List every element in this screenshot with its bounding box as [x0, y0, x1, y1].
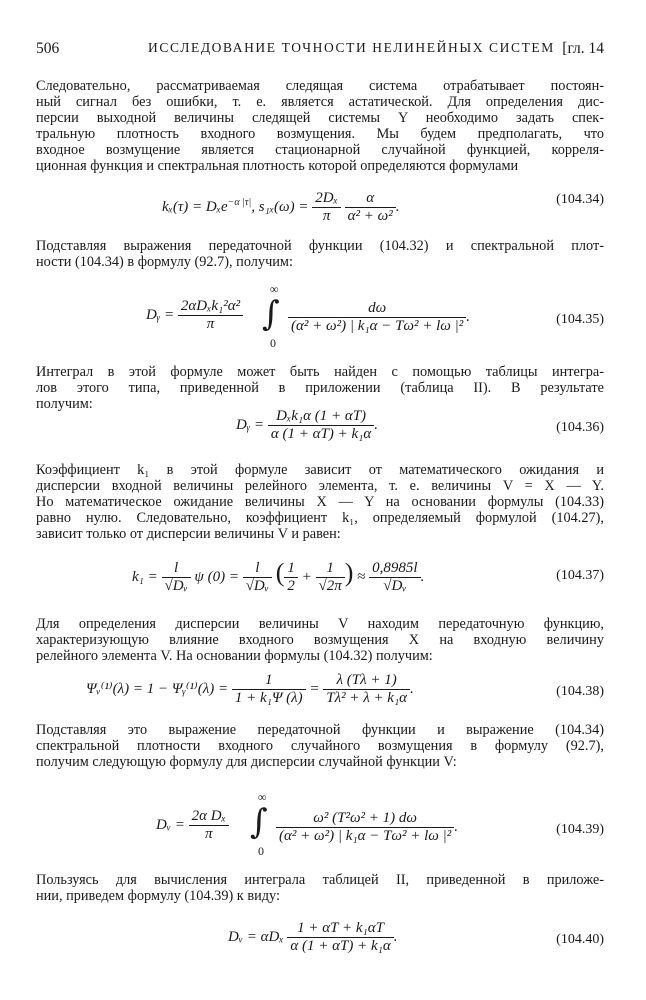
eq-exponent: −α |τ| — [227, 196, 252, 208]
equation-104-38: Ψᵥ⁽¹⁾(λ) = 1 − Ψᵧ⁽¹⁾(λ) = $\frac{1}{\text{1 + k₁Ψ (λ)}}$ = $\frac{\lambda (T\lambda + 1)}{\text{Tλ² + λ + k₁α}}$ . (104.38) — [86, 672, 604, 706]
fraction: $\frac{d\omega}{\text{(α² + ω²) | k₁α − Tω² + lω |²}}$ — [288, 300, 466, 335]
fraction: $\frac{1}{\text{1 + k₁Ψ (λ)}}$ — [232, 672, 306, 707]
eq-lhs: Dᵥ = — [156, 816, 185, 833]
fraction: $\frac{0,8985l}{\text{√Dᵥ}}$ — [369, 560, 420, 595]
equation-104-35: Dᵧ = $\frac{\text{2αDₓk₁²α²}}{\pi}$ ∫ ∞ 0 $\frac{d\omega}{\text{(α² + ω²) | k₁α − Tω² + lω |²}}$ . (104.35) — [146, 282, 604, 350]
running-header — [36, 40, 604, 64]
text-line: релейного элемента V. На основании формулы (104.32) получим: — [36, 648, 433, 664]
eq-psi: ψ (0) = — [194, 569, 239, 585]
text-line: персии выходной величины следящей системы Y необходимо задать спек- — [36, 110, 604, 126]
running-title: ИССЛЕДОВАНИЕ ТОЧНОСТИ НЕЛИНЕЙНЫХ СИСТЕМ — [148, 40, 555, 55]
integral-sign: ∫ — [262, 294, 280, 334]
paragraph-6 — [36, 722, 604, 770]
fraction: $\frac{l}{\text{√Dᵥ}}$ — [243, 560, 272, 595]
eq-lhs: Dᵧ = — [146, 306, 175, 323]
eq-lhs: Dᵥ = αDₓ — [228, 928, 284, 945]
fraction: $\frac{\text{2αDₓk₁²α²}}{\pi}$ — [178, 298, 243, 333]
eq-lhs: Dᵧ = — [236, 416, 265, 433]
paragraph-3 — [36, 364, 604, 412]
text-line: дисперсии входной величины релейного элемента, т. е. величины V = X — Y. — [36, 478, 604, 494]
text-line: получим следующую формулу для дисперсии случайной функции V: — [36, 754, 457, 770]
fraction: $\frac{\text{Dₓk₁α (1 + αT)}}{\text{α (1 + αT) + k₁α}}$ — [268, 408, 374, 443]
eq-lhs: kₓ(τ) = Dₓe — [162, 198, 228, 215]
equation-104-34: kₓ(τ) = Dₓe$^{-\alpha |\tau|}$, s₁ₓ(ω) = $\frac{\text{2Dₓ}}{\pi}$ $\frac{\alpha}{\text{α² + ω²}}$ . (104.34) — [162, 190, 604, 224]
fraction: $\frac{\text{1 + αT + k₁αT}}{\text{α (1 + αT) + k₁α}}$ — [287, 920, 393, 955]
eq-lhs: Ψᵥ⁽¹⁾(λ) = 1 − Ψᵧ⁽¹⁾(λ) = — [86, 680, 229, 697]
text-line: характеризующую влияние входного возмущения X на входную величину — [36, 632, 604, 648]
fraction: $\frac{\lambda (T\lambda + 1)}{\text{Tλ² + λ + k₁α}}$ — [323, 672, 410, 707]
eq-lhs: k₁ = — [132, 569, 158, 585]
text-line: Подставляя это выражение передаточной функции и выражение (104.34) — [36, 722, 604, 738]
text-line: ности (104.34) в формулу (92.7), получим: — [36, 254, 293, 270]
text-line: Интеграл в этой формуле может быть найден с помощью таблицы интегра- — [36, 364, 604, 380]
equation-number: (104.35) — [556, 312, 604, 327]
text-line: Коэффициент k₁ в этой формуле зависит от математического ожидания и — [36, 462, 604, 478]
paragraph-2 — [36, 238, 604, 270]
fraction: $\frac{\text{ω² (T²ω² + 1) dω}}{\text{(α² + ω²) | k₁α − Tω² + lω |²}}$ — [276, 810, 454, 845]
equation-104-39: Dᵥ = $\frac{\text{2α Dₓ}}{\pi}$ ∫ ∞ 0 $\frac{\text{ω² (T²ω² + 1) dω}}{\text{(α² + ω²) | k₁α − Tω² + lω |²}}$ . (104.39) — [156, 790, 604, 858]
chapter-label: [гл. 14 — [562, 40, 604, 57]
text-line: нии, приведем формулу (104.39) к виду: — [36, 888, 280, 904]
paragraph-7 — [36, 872, 604, 904]
equation-number: (104.39) — [556, 822, 604, 837]
eq-mid: , s₁ₓ(ω) = — [251, 198, 309, 215]
text-line: получим: — [36, 396, 93, 412]
equation-number: (104.34) — [556, 192, 604, 207]
fraction: $\frac{\text{2Dₓ}}{\pi}$ — [312, 190, 341, 225]
integral-upper-limit: ∞ — [270, 282, 279, 296]
page-number: 506 — [36, 40, 60, 57]
equation-104-36: Dᵧ = $\frac{\text{Dₓk₁α (1 + αT)}}{\text{α (1 + αT) + k₁α}}$ . (104.36) — [236, 408, 604, 442]
fraction: $\frac{\alpha}{\text{α² + ω²}}$ — [345, 190, 396, 225]
approx-sign: ≈ — [357, 569, 366, 585]
text-line: спектральной плотности входного случайного возмущения в формулу (92.7), — [36, 738, 604, 754]
equation-number: (104.37) — [556, 568, 604, 583]
text-line: Для определения дисперсии величины V находим передаточную функцию, — [36, 616, 604, 632]
integral-upper-limit: ∞ — [258, 790, 267, 804]
equation-104-37: k₁ = $\frac{l}{\text{√Dᵥ}}$ ψ (0) = $\frac{l}{\text{√Dᵥ}}$ ( $\frac{1}{2}$ + $\frac{1}{√2\pi}$ ) ≈ $\frac{0,8985l}{\text{√Dᵥ}}$ . (104.37) — [132, 558, 604, 595]
text-line: лов этого типа, приведенной в приложении (таблица II). В результате — [36, 380, 604, 396]
equation-104-40: Dᵥ = αDₓ $\frac{\text{1 + αT + k₁αT}}{\text{α (1 + αT) + k₁α}}$ . (104.40) — [228, 920, 604, 954]
paragraph-1 — [36, 78, 604, 174]
text-line: зависит только от дисперсии величины V и равен: — [36, 526, 341, 542]
text-line: ционная функция и спектральная плотность которой определяются формулами — [36, 158, 519, 174]
fraction: $\frac{1}{√2\pi}$ — [316, 560, 345, 595]
equation-number: (104.36) — [556, 420, 604, 435]
paragraph-4 — [36, 462, 604, 542]
fraction: $\frac{\text{2α Dₓ}}{\pi}$ — [189, 808, 229, 843]
fraction: $\frac{l}{\text{√Dᵥ}}$ — [162, 560, 191, 595]
text-line: тральную плотность входного возмущения. Мы будем предполагать, что — [36, 126, 604, 142]
paragraph-5 — [36, 616, 604, 664]
text-line: Пользуясь для вычисления интеграла таблицей II, приведенной в приложе- — [36, 872, 604, 888]
integral-lower-limit: 0 — [258, 844, 264, 858]
text-line: Следовательно, рассматриваемая следящая система отрабатывает постоян- — [36, 78, 604, 94]
fraction: $\frac{1}{2}$ — [284, 560, 298, 595]
text-line: равно нулю. Следовательно, коэффициент k₁, определяемый формулой (104.27), — [36, 510, 604, 526]
equation-number: (104.40) — [556, 932, 604, 947]
integral-sign: ∫ — [250, 802, 268, 842]
integral-lower-limit: 0 — [270, 336, 276, 350]
text-line: Подставляя выражения передаточной функции (104.32) и спектральной плот- — [36, 238, 604, 254]
text-line: ный сигнал без ошибки, т. е. является астатической. Для определения дис- — [36, 94, 604, 110]
text-line: Но математическое ожидание величины X — Y на основании формулы (104.33) — [36, 494, 604, 510]
text-line: входное возмущение является стационарной случайной функцией, корреля- — [36, 142, 604, 158]
equation-number: (104.38) — [556, 684, 604, 699]
